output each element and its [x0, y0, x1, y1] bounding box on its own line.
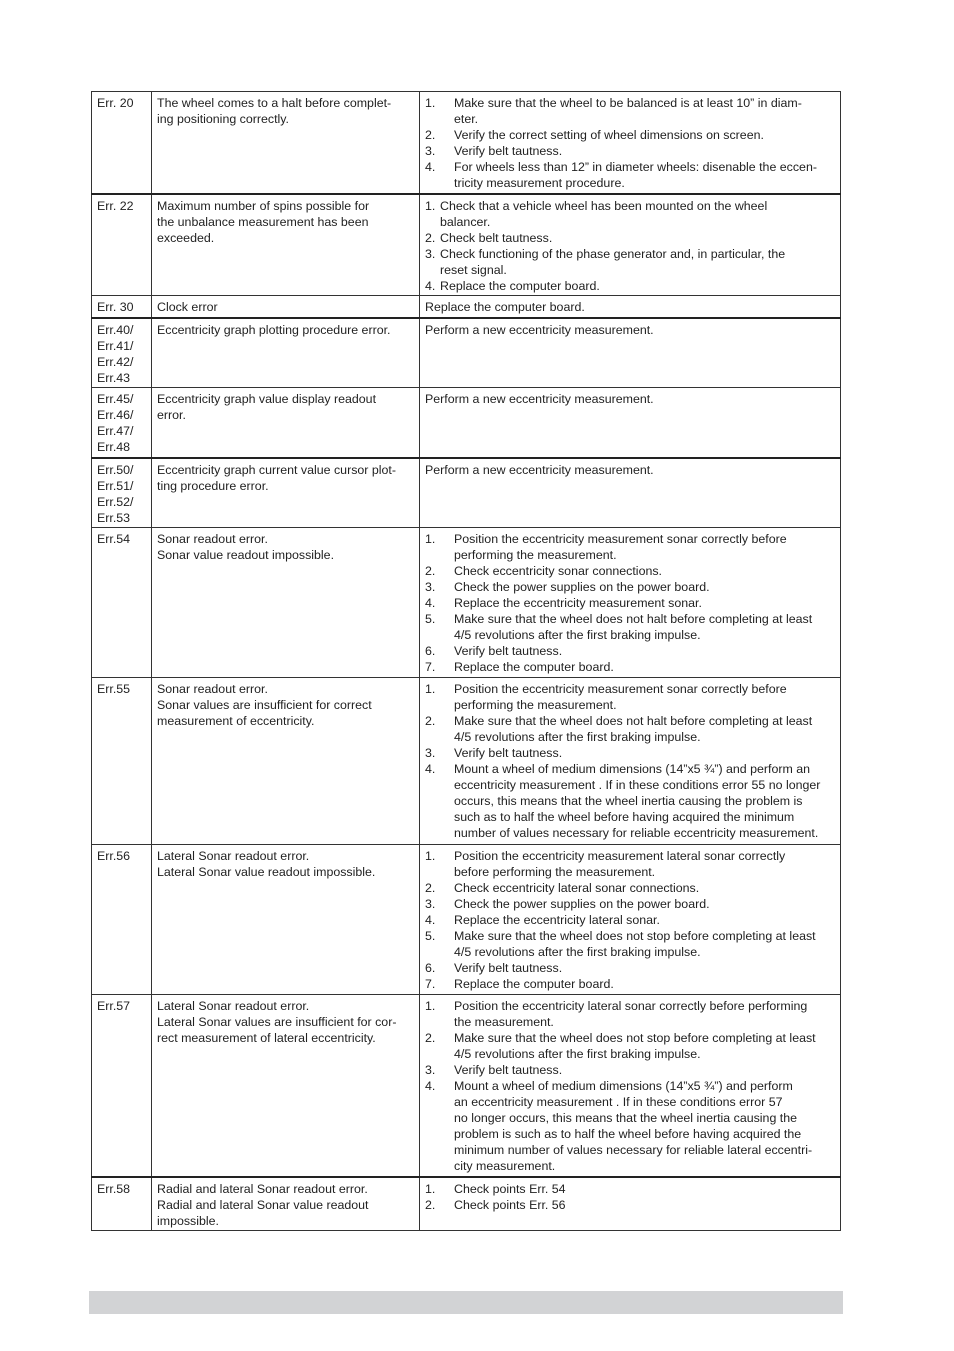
remedy-step-text	[454, 912, 835, 928]
remedy-step-number: 5.	[425, 612, 436, 626]
remedy-step-line: Check that a vehicle wheel has been mounted on the wheel	[440, 198, 768, 213]
error-description-line: Lateral Sonar value readout impossible.	[157, 865, 376, 879]
error-code: Err.52/	[97, 494, 134, 509]
error-remedy-cell	[420, 1177, 841, 1231]
remedy-step	[425, 230, 835, 246]
remedy-step-line: Replace the computer board.	[440, 278, 600, 293]
remedy-step-line: Make sure that the wheel does not stop before completing at least	[454, 929, 816, 943]
remedy-steps-list	[425, 531, 835, 675]
error-description-line: Lateral Sonar readout error.	[157, 999, 310, 1013]
error-description-line: measurement of eccentricity.	[157, 714, 315, 728]
remedy-step-line: problem is such as to half the wheel before having acquired the	[454, 1127, 802, 1141]
remedy-step-number: 7.	[425, 660, 436, 674]
table-row	[92, 678, 841, 845]
error-remedy-cell	[420, 388, 841, 458]
remedy-step-line: Mount a wheel of medium dimensions (14”x5 ¾”) and perform	[454, 1079, 793, 1093]
remedy-step-text	[454, 659, 835, 675]
remedy-step-number: 6.	[425, 644, 436, 658]
remedy-steps-list	[425, 198, 835, 294]
remedy-step-line: Verify belt tautness.	[454, 644, 563, 658]
error-description-line: Sonar readout error.	[157, 532, 268, 546]
remedy-step-text	[454, 1062, 835, 1078]
error-code: Err.58	[97, 1181, 131, 1196]
remedy-step-text	[454, 928, 835, 960]
remedy-step-text	[454, 976, 835, 992]
error-description-line: Eccentricity graph plotting procedure error.	[157, 322, 391, 337]
error-code-cell	[92, 458, 152, 528]
remedy-step	[425, 1078, 835, 1174]
footer-bar	[89, 1291, 843, 1314]
error-description-cell	[152, 194, 420, 296]
error-description-line: impossible.	[157, 1213, 219, 1228]
remedy-step-line: Position the eccentricity measurement sonar correctly before	[454, 682, 787, 696]
remedy-step-text	[440, 230, 835, 246]
error-code-cell	[92, 678, 152, 845]
error-description-cell	[152, 528, 420, 678]
remedy-step-line: Check belt tautness.	[440, 230, 553, 245]
remedy-step	[425, 198, 835, 230]
remedy-step-line: Make sure that the wheel to be balanced is at least 10” in diam-	[454, 96, 802, 110]
remedy-step-line: Replace the computer board.	[454, 977, 614, 991]
remedy-steps-list	[425, 1181, 835, 1213]
remedy-text: Replace the computer board.	[425, 300, 585, 314]
remedy-text: Perform a new eccentricity measurement.	[425, 392, 654, 406]
remedy-step-line: Verify the correct setting of wheel dimensions on screen.	[454, 128, 764, 142]
remedy-step	[425, 143, 835, 159]
remedy-step	[425, 761, 835, 841]
remedy-step-number: 1.	[425, 682, 436, 696]
remedy-step	[425, 246, 835, 278]
remedy-step-number: 2.	[425, 564, 436, 578]
remedy-step-text	[440, 246, 835, 278]
remedy-step-number: 1.	[425, 1181, 436, 1196]
error-remedy-cell	[420, 194, 841, 296]
remedy-step-number: 3.	[425, 746, 436, 760]
error-description-line: ting procedure error.	[157, 478, 269, 493]
error-description-line: error.	[157, 408, 186, 422]
remedy-text: Perform a new eccentricity measurement.	[425, 462, 654, 477]
remedy-step-line: Check points Err. 54	[454, 1181, 566, 1196]
remedy-step	[425, 659, 835, 675]
remedy-step-text	[454, 159, 835, 191]
remedy-step-text	[454, 896, 835, 912]
remedy-step	[425, 595, 835, 611]
error-code: Err.53	[97, 510, 131, 525]
error-code-table	[91, 91, 841, 1231]
error-code-cell	[92, 194, 152, 296]
remedy-step	[425, 998, 835, 1030]
error-code-cell	[92, 528, 152, 678]
error-code: Err.45/	[97, 392, 134, 406]
remedy-step-number: 1.	[425, 198, 436, 213]
remedy-step	[425, 745, 835, 761]
remedy-step-line: reset signal.	[440, 262, 507, 277]
remedy-step-number: 4.	[425, 913, 436, 927]
remedy-step-number: 6.	[425, 961, 436, 975]
remedy-step-number: 4.	[425, 762, 436, 776]
remedy-step	[425, 1062, 835, 1078]
remedy-step-line: Mount a wheel of medium dimensions (14”x5 ¾”) and perform an	[454, 762, 811, 776]
remedy-step-number: 1.	[425, 532, 436, 546]
error-code: Err.56	[97, 849, 131, 863]
remedy-step-number: 4.	[425, 278, 436, 293]
remedy-step-line: 4/5 revolutions after the first braking impulse.	[454, 1047, 701, 1061]
remedy-step	[425, 643, 835, 659]
remedy-step-text	[440, 278, 835, 294]
error-code: Err. 20	[97, 96, 134, 110]
error-code-cell	[92, 388, 152, 458]
error-description-line: Radial and lateral Sonar value readout	[157, 1197, 369, 1212]
remedy-step-number: 1.	[425, 849, 436, 863]
remedy-step-number: 1.	[425, 999, 436, 1013]
error-description-line: the unbalance measurement has been	[157, 214, 369, 229]
error-code-cell	[92, 318, 152, 388]
error-description-cell	[152, 296, 420, 318]
table-row	[92, 388, 841, 458]
error-code: Err.50/	[97, 462, 134, 477]
remedy-step-text	[454, 531, 835, 563]
remedy-step-number: 4.	[425, 1079, 436, 1093]
remedy-step	[425, 928, 835, 960]
remedy-step-line: eccentricity measurement . If in these conditions error 55 no longer	[454, 778, 821, 792]
error-code-cell	[92, 995, 152, 1177]
error-remedy-cell	[420, 318, 841, 388]
remedy-step-text	[454, 1197, 835, 1213]
error-code: Err.47/	[97, 424, 134, 438]
remedy-step-text	[454, 1181, 835, 1197]
remedy-step-text	[454, 761, 835, 841]
remedy-steps-list	[425, 848, 835, 992]
remedy-text: Perform a new eccentricity measurement.	[425, 322, 654, 337]
remedy-step-line: performing the measurement.	[454, 698, 617, 712]
remedy-step-line: balancer.	[440, 214, 491, 229]
error-code: Err.51/	[97, 478, 134, 493]
remedy-step-line: For wheels less than 12” in diameter wheels: disenable the eccen-	[454, 160, 817, 174]
remedy-step-line: performing the measurement.	[454, 548, 617, 562]
remedy-step-number: 3.	[425, 1063, 436, 1077]
remedy-step	[425, 159, 835, 191]
remedy-step	[425, 1197, 835, 1213]
remedy-step-number: 2.	[425, 230, 436, 245]
error-code: Err. 22	[97, 198, 134, 213]
remedy-step-line: minimum number of values necessary for reliable lateral eccentri-	[454, 1143, 813, 1157]
remedy-step-line: an eccentricity measurement . If in these conditions error 57	[454, 1095, 783, 1109]
remedy-step	[425, 848, 835, 880]
table-row	[92, 458, 841, 528]
remedy-step	[425, 579, 835, 595]
remedy-step-line: tricity measurement procedure.	[454, 176, 625, 190]
error-code-cell	[92, 1177, 152, 1231]
error-code-cell	[92, 296, 152, 318]
remedy-step-text	[454, 1078, 835, 1174]
error-description-cell	[152, 995, 420, 1177]
remedy-step-line: Make sure that the wheel does not halt before completing at least	[454, 714, 813, 728]
remedy-step-line: 4/5 revolutions after the first braking impulse.	[454, 730, 701, 744]
remedy-step-line: Replace the eccentricity lateral sonar.	[454, 913, 660, 927]
remedy-step-number: 2.	[425, 881, 436, 895]
remedy-step-text	[454, 95, 835, 127]
remedy-step-line: Check eccentricity lateral sonar connections.	[454, 881, 700, 895]
remedy-step-text	[454, 643, 835, 659]
error-description-line: Clock error	[157, 300, 218, 314]
remedy-step	[425, 880, 835, 896]
error-code: Err.57	[97, 999, 131, 1013]
remedy-step	[425, 681, 835, 713]
error-code: Err.42/	[97, 354, 134, 369]
remedy-step-text	[454, 745, 835, 761]
remedy-step-line: eter.	[454, 112, 479, 126]
remedy-step-line: Check the power supplies on the power board.	[454, 897, 710, 911]
remedy-step	[425, 1181, 835, 1197]
remedy-step-line: Make sure that the wheel does not halt before completing at least	[454, 612, 813, 626]
table-row	[92, 318, 841, 388]
error-code: Err.41/	[97, 338, 134, 353]
remedy-step-number: 2.	[425, 1197, 436, 1212]
remedy-step-number: 3.	[425, 897, 436, 911]
remedy-step-line: before performing the measurement.	[454, 865, 656, 879]
remedy-step-number: 1.	[425, 96, 436, 110]
remedy-step-line: Verify belt tautness.	[454, 144, 563, 158]
error-description-line: Sonar readout error.	[157, 682, 268, 696]
error-description-line: Sonar values are insufficient for correct	[157, 698, 372, 712]
table-row	[92, 995, 841, 1177]
remedy-step-line: Check eccentricity sonar connections.	[454, 564, 662, 578]
remedy-step-line: Verify belt tautness.	[454, 961, 563, 975]
remedy-step-line: 4/5 revolutions after the first braking impulse.	[454, 628, 701, 642]
remedy-step-line: Check the power supplies on the power board.	[454, 580, 710, 594]
remedy-step-line: Replace the eccentricity measurement sonar.	[454, 596, 702, 610]
remedy-step-line: such as to half the wheel before having acquired the minimum	[454, 810, 795, 824]
remedy-step-number: 4.	[425, 596, 436, 610]
remedy-step	[425, 531, 835, 563]
error-description-line: The wheel comes to a halt before complet-	[157, 96, 392, 110]
remedy-step-text	[440, 198, 835, 230]
error-description-cell	[152, 1177, 420, 1231]
error-code-cell	[92, 92, 152, 194]
table-row	[92, 296, 841, 318]
remedy-step-text	[454, 611, 835, 643]
remedy-step-line: Make sure that the wheel does not stop before completing at least	[454, 1031, 816, 1045]
error-description-line: ing positioning correctly.	[157, 112, 290, 126]
remedy-step-text	[454, 143, 835, 159]
remedy-step-number: 3.	[425, 246, 436, 261]
error-description-cell	[152, 318, 420, 388]
error-description-line: Lateral Sonar readout error.	[157, 849, 310, 863]
error-description-cell	[152, 458, 420, 528]
remedy-step-text	[454, 880, 835, 896]
remedy-step-line: no longer occurs, this means that the wheel inertia causing the	[454, 1111, 798, 1125]
error-remedy-cell	[420, 678, 841, 845]
remedy-step-line: Check points Err. 56	[454, 1197, 566, 1212]
remedy-step-number: 2.	[425, 714, 436, 728]
remedy-steps-list	[425, 95, 835, 191]
remedy-step-number: 2.	[425, 1031, 436, 1045]
remedy-step-number: 2.	[425, 128, 436, 142]
error-description-line: exceeded.	[157, 230, 215, 245]
error-description-line: rect measurement of lateral eccentricity.	[157, 1031, 376, 1045]
table-row	[92, 1177, 841, 1231]
error-remedy-cell	[420, 995, 841, 1177]
remedy-step-text	[454, 563, 835, 579]
remedy-step	[425, 912, 835, 928]
remedy-step-number: 4.	[425, 160, 436, 174]
remedy-step-line: Position the eccentricity measurement lateral sonar correctly	[454, 849, 786, 863]
remedy-step	[425, 563, 835, 579]
error-description-cell	[152, 678, 420, 845]
error-code: Err.55	[97, 682, 131, 696]
remedy-steps-list	[425, 681, 835, 841]
error-description-line: Radial and lateral Sonar readout error.	[157, 1181, 368, 1196]
remedy-step-text	[454, 681, 835, 713]
error-description-cell	[152, 92, 420, 194]
remedy-step	[425, 95, 835, 127]
remedy-step-line: Replace the computer board.	[454, 660, 614, 674]
remedy-step	[425, 976, 835, 992]
remedy-step-number: 5.	[425, 929, 436, 943]
error-description-cell	[152, 388, 420, 458]
remedy-step-text	[454, 579, 835, 595]
remedy-step	[425, 713, 835, 745]
remedy-step-text	[454, 848, 835, 880]
remedy-step	[425, 960, 835, 976]
remedy-step-line: city measurement.	[454, 1159, 556, 1173]
error-description-line: Eccentricity graph value display readout	[157, 392, 377, 406]
remedy-step-text	[454, 960, 835, 976]
table-row	[92, 194, 841, 296]
error-code: Err.48	[97, 440, 131, 454]
remedy-step-text	[454, 127, 835, 143]
error-description-line: Eccentricity graph current value cursor plot-	[157, 462, 396, 477]
error-code: Err. 30	[97, 300, 134, 314]
remedy-step-line: number of values necessary for reliable eccentricity measurement.	[454, 826, 819, 840]
remedy-step-line: Position the eccentricity lateral sonar correctly before performing	[454, 999, 808, 1013]
remedy-step-number: 3.	[425, 580, 436, 594]
remedy-step-number: 3.	[425, 144, 436, 158]
remedy-step-text	[454, 713, 835, 745]
error-code: Err.54	[97, 532, 131, 546]
error-remedy-cell	[420, 845, 841, 995]
remedy-step	[425, 127, 835, 143]
error-code-cell	[92, 845, 152, 995]
remedy-step	[425, 896, 835, 912]
remedy-step	[425, 611, 835, 643]
error-description-line: Sonar value readout impossible.	[157, 548, 335, 562]
error-table-body	[92, 92, 841, 1231]
remedy-step-line: 4/5 revolutions after the first braking impulse.	[454, 945, 701, 959]
remedy-step-line: Check functioning of the phase generator and, in particular, the	[440, 246, 786, 261]
remedy-step-line: Verify belt tautness.	[454, 746, 563, 760]
remedy-steps-list	[425, 998, 835, 1174]
remedy-step-line: occurs, this means that the wheel inertia causing the problem is	[454, 794, 803, 808]
error-description-cell	[152, 845, 420, 995]
error-remedy-cell	[420, 458, 841, 528]
remedy-step	[425, 278, 835, 294]
error-code: Err.40/	[97, 322, 134, 337]
remedy-step	[425, 1030, 835, 1062]
table-row	[92, 92, 841, 194]
remedy-step-line: Verify belt tautness.	[454, 1063, 563, 1077]
error-code: Err.46/	[97, 408, 134, 422]
remedy-step-text	[454, 998, 835, 1030]
error-description-line: Lateral Sonar values are insufficient for cor-	[157, 1015, 397, 1029]
remedy-step-line: the measurement.	[454, 1015, 554, 1029]
table-row	[92, 528, 841, 678]
error-remedy-cell	[420, 92, 841, 194]
error-remedy-cell	[420, 296, 841, 318]
remedy-step-number: 7.	[425, 977, 436, 991]
remedy-step-line: Position the eccentricity measurement sonar correctly before	[454, 532, 787, 546]
remedy-step-text	[454, 1030, 835, 1062]
error-code: Err.43	[97, 370, 131, 385]
error-remedy-cell	[420, 528, 841, 678]
remedy-step-text	[454, 595, 835, 611]
table-row	[92, 845, 841, 995]
error-description-line: Maximum number of spins possible for	[157, 198, 370, 213]
